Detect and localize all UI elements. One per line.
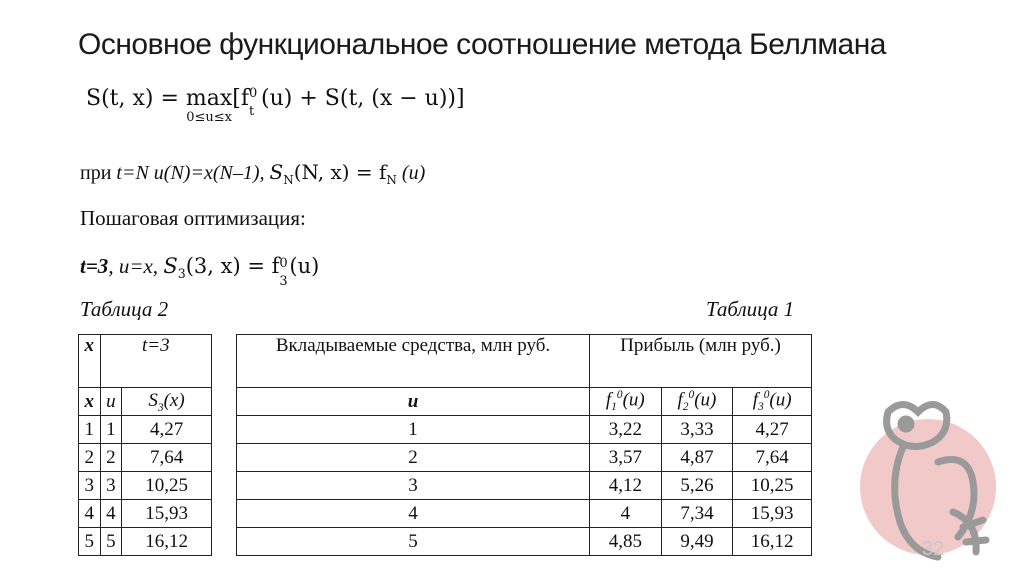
- cell: 4,12: [590, 472, 662, 500]
- f2-sub: 2: [682, 401, 689, 414]
- cell: 7,34: [661, 500, 733, 528]
- table-row: [237, 416, 812, 444]
- cell: 3: [79, 472, 101, 500]
- table-row: [79, 472, 212, 500]
- t3-end: (u): [289, 254, 320, 278]
- cell: 10,25: [122, 472, 212, 500]
- t2-col-s: [122, 388, 212, 416]
- f3-arg: (u): [769, 389, 792, 411]
- equation-lhs: S(t, x) =: [86, 86, 186, 111]
- cell: 5: [237, 528, 590, 556]
- cell: 3: [100, 472, 122, 500]
- equation-rhs-open: [f: [232, 86, 250, 111]
- f2-f: f: [677, 389, 683, 411]
- t3-mid: (3, x) = f: [185, 254, 280, 278]
- step-label: Пошаговая оптимизация:: [80, 206, 306, 230]
- cond-s: S: [269, 160, 284, 184]
- cell: 7,64: [122, 444, 212, 472]
- bellman-equation: [86, 86, 465, 125]
- slide-title: Основное функциональное соотношение метода Беллмана: [78, 28, 886, 61]
- cell: 4,85: [590, 528, 662, 556]
- cell: 4,27: [733, 416, 812, 444]
- cell: 2: [79, 444, 101, 472]
- table-row: [237, 444, 812, 472]
- cell: 3,57: [590, 444, 662, 472]
- cell: 4: [590, 500, 662, 528]
- cell: 5: [79, 528, 101, 556]
- t2-header-x: x: [79, 335, 101, 388]
- f3-sub: 3: [757, 401, 764, 414]
- cond-rest: (N, x) = f: [293, 160, 387, 184]
- cell: 7,64: [733, 444, 812, 472]
- table-row: [79, 500, 212, 528]
- f-sub: t: [249, 104, 255, 119]
- cell: 3,22: [590, 416, 662, 444]
- t3-rest: , u=x,: [108, 254, 164, 278]
- max-operator: [185, 86, 233, 125]
- t1-col-f3: [733, 388, 812, 416]
- cond-s-sub: N: [283, 173, 294, 187]
- cell: 5,26: [661, 472, 733, 500]
- cell: 4: [100, 500, 122, 528]
- caption-table2: Таблица 2: [80, 297, 169, 321]
- cell: 4: [79, 500, 101, 528]
- t2-col-s-rest: (x): [163, 389, 185, 411]
- f-sup: 0: [249, 86, 258, 101]
- t3-s-sub: 3: [177, 266, 186, 282]
- cell: 15,93: [122, 500, 212, 528]
- cond-f-sub: N: [386, 173, 397, 187]
- f2-sup: 0: [688, 389, 695, 402]
- cell: 1: [79, 416, 101, 444]
- t1-col-f2: [661, 388, 733, 416]
- f1-f: f: [605, 389, 612, 411]
- table-row: [79, 444, 212, 472]
- t3-indices: [279, 256, 289, 289]
- t2-col-u: u: [100, 388, 122, 416]
- t3-s: S: [163, 254, 178, 278]
- cell: 9,49: [661, 528, 733, 556]
- t3-f-sup: 0: [279, 256, 288, 271]
- max-limits: 0≤u≤x: [186, 110, 232, 125]
- t1-col-f1: [590, 388, 662, 416]
- table-1: [236, 334, 812, 556]
- cell: 1: [100, 416, 122, 444]
- cell: 3,33: [661, 416, 733, 444]
- cell: 3: [237, 472, 590, 500]
- t3-formula: [163, 254, 320, 289]
- step-t3: [80, 254, 320, 289]
- t2-col-s-text: S: [148, 389, 158, 411]
- table-row: [79, 416, 212, 444]
- cell: 15,93: [733, 500, 812, 528]
- t2-col-x: x: [79, 388, 101, 416]
- f1-sub: 1: [611, 401, 617, 414]
- cell: 16,12: [733, 528, 812, 556]
- f1-arg: (u): [622, 389, 645, 411]
- cell: 4: [237, 500, 590, 528]
- cond-formula: [269, 160, 397, 187]
- t2-header-t: t=3: [100, 335, 211, 388]
- t2-col-s-sub: 3: [157, 401, 164, 414]
- table-row: [237, 472, 812, 500]
- table-row: [79, 528, 212, 556]
- f2-arg: (u): [694, 389, 717, 411]
- cell: 10,25: [733, 472, 812, 500]
- cell: 4,87: [661, 444, 733, 472]
- f3-sup: 0: [763, 389, 770, 402]
- cell: 2: [237, 444, 590, 472]
- caption-table1: Таблица 1: [706, 297, 795, 321]
- cond-prefix: при: [80, 162, 117, 184]
- cell: 1: [237, 416, 590, 444]
- t3-bold: t=3: [80, 254, 109, 278]
- t1-col-u: u: [237, 388, 590, 416]
- table-2: [78, 334, 212, 556]
- max-text: max: [185, 86, 233, 111]
- f1-sup: 0: [616, 389, 623, 402]
- cell: 4,27: [122, 416, 212, 444]
- t3-f-sub: 3: [279, 274, 288, 289]
- t1-header-investment: Вкладываемые средства, млн руб.: [237, 335, 590, 388]
- table-row: [237, 500, 812, 528]
- boundary-condition: [80, 160, 425, 187]
- cell: 2: [100, 444, 122, 472]
- cell: 5: [100, 528, 122, 556]
- cond-end: (u): [396, 162, 426, 184]
- page-number: 32: [922, 538, 945, 560]
- equation-rhs-rest: (u) + S(t, (x − u))]: [261, 86, 465, 111]
- cell: 16,12: [122, 528, 212, 556]
- table-row: [237, 528, 812, 556]
- f-indices: [249, 86, 261, 119]
- cond-text: t=N u(N)=x(N–1),: [116, 162, 265, 184]
- t1-header-profit: Прибыль (млн руб.): [590, 335, 812, 388]
- f3-f: f: [752, 389, 758, 411]
